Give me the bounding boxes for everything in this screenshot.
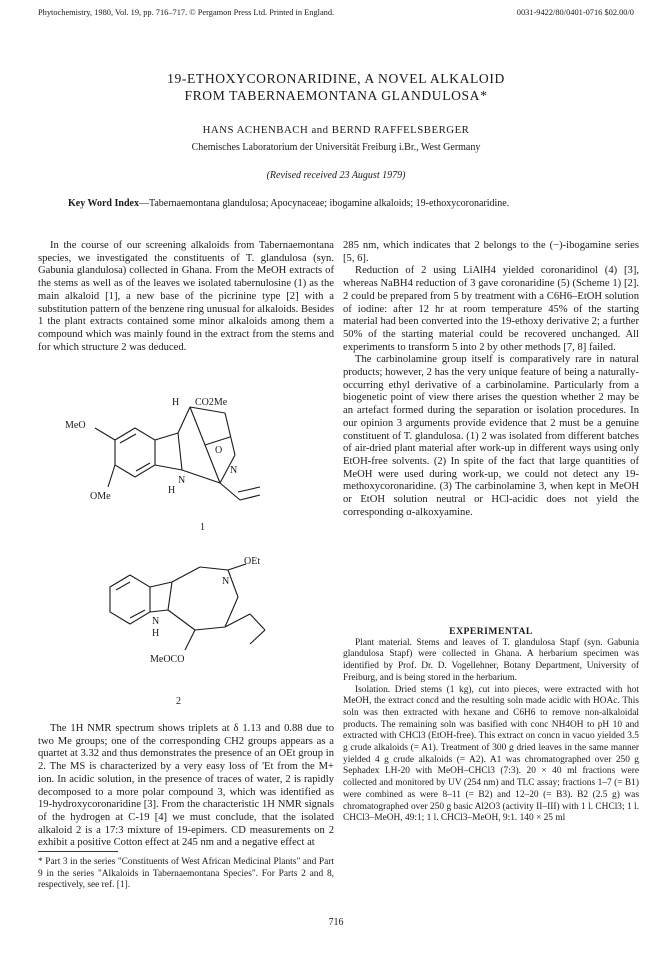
s1-o-label: O (215, 445, 223, 456)
right-paragraph-3: The carbinolamine group itself is comparatively rare in natural products; however, 2 has the very unique feature of being a naturally-occurring ethyl derivative of a carbinolamine. Particularly from a biogenetic point of view there arises the question whether 2 may be an artefact formed during the separation or isolation procedures. In our opinion 3 arguments provide evidence that 2 must be a genuine constituent of T. glandulosa. (1) 2 was isolated from different batches of air-dried plant material after work-up in different ways using only EtOH-free solvents. (2) In spite of the fact that large quantities of MeOH were used during work-up, we could not detect any 19-methoxycoronaridine. (3) The carbinolamine 3, when kept in MeOH or EtOH solution neutral or HCl-acidic does not yield the corresponding α-alkoxyamine. (343, 354, 639, 518)
structure-2-number: 2 (176, 696, 181, 707)
authors: HANS ACHENBACH and BERND RAFFELSBERGER (202, 124, 470, 136)
s2-h-label: H (152, 628, 160, 639)
right-paragraph-2: Reduction of 2 using LiAlH4 yielded coronaridinol (4) [3], whereas NaBH4 reduction of 3 gave coronaridine (5) (Scheme 1) [2]. 2 could be prepared from 5 by treatment with a C6H6–EtOH solution of iodine: after 12 hr at room temperature 45% of the starting material had been converted into the 19-ethoxy derivative 2; a further 50% of the starting material could be recovered unchanged. All experiments to transform 5 into 2 by other methods [7, 8] failed. (343, 265, 639, 353)
s1-n2-label: N (230, 465, 238, 476)
right-column (343, 240, 639, 519)
structure-1-number: 1 (200, 522, 205, 533)
keyword-label: Key Word Index (68, 198, 139, 209)
experimental-section (343, 626, 639, 825)
page-number: 716 (328, 917, 344, 928)
experimental-isolation: Isolation. Dried stems (1 kg), cut into pieces, were extracted with hot MeOH, the extract concd and the resulting soln made acidic with HOAc. This soln was then extracted with hexane and C6H6 to remove non-alkaloidal products. The remaining soln was basified with conc NH4OH to pH 10 and extracted with CHCl3 (EtOH-free). This extract on concn in vacuo yielded 3.5 g crude alkaloids (= A1). Treatment of 300 g dried leaves in the same manner yielded 4 g crude alkaloids (= A2). A1 was chromatographed over 250 g Sephadex LH-20 with MeOH–CHCl3 (7:3). 20 × 40 ml fractions were collected and monitored by UV (254 nm) and TLC assay; fractions 1–7 (= B1) were combined as were 8–11 (= B2) and 12–20 (= B3). B2 (2.5 g) was chromatographed over 250 g basic Al2O3 (activity II–III) with 1 l. CHCl3; 1 l. CHCl3–MeOH, 49:1; 1 l. CHCl3–MeOH, 9:1. 140 × 25 ml (343, 684, 639, 824)
received-date: (Revised received 23 August 1979) (266, 170, 406, 181)
article-code: 0031-9422/80/0401-0716 $02.00/0 (516, 8, 634, 17)
s2-oet-label: OEt (244, 556, 261, 567)
right-paragraph-1: 285 nm, which indicates that 2 belongs to the (−)-ibogamine series [5, 6]. (343, 240, 639, 264)
s1-ome-label: OMe (90, 491, 111, 502)
s2-meoco-label: MeOCO (150, 654, 185, 665)
title-line-2: FROM TABERNAEMONTANA GLANDULOSA* (184, 88, 488, 103)
experimental-plant-material: Plant material. Stems and leaves of T. glandulosa Stapf (syn. Gabunia glandulosa Stapf) were collected in Ghana. A herbarium specimen was identified by Prof. Dr. D. Vogellehner, Botany Department, University of Freiburg, and is being stored in the herbarium. (343, 637, 639, 683)
footnote: * Part 3 in the series "Constituents of West African Medicinal Plants" and Part 9 in the series "Alkaloids in Tabernaemontana Species". For Parts 2 and 8, respectively, see ref. [1]. (38, 857, 334, 891)
s2-n2-label: N (152, 616, 160, 627)
affiliation: Chemisches Laboratorium der Universität Freiburg i.Br., West Germany (191, 142, 481, 153)
left-paragraph-1: In the course of our screening alkaloids from Tabernaemontana species, we investigated the constituents of T. glandulosa (syn. Gabunia glandulosa) collected in Ghana. From the MeOH extracts of the stems as well as of the leaves we isolated tabernulosine (1) as the main alkaloid [1], a new base of the picrinine type [2] with a substitution pattern of the benzene ring unusual for alkaloids. Besides 1 the plant extracts contained some minor alkaloids among them a compound which was mainly found in the extract from the stems and for which structure 2 was deduced. (38, 240, 334, 353)
keyword-index (68, 198, 612, 211)
experimental-heading: EXPERIMENTAL (449, 626, 533, 637)
s1-co2me-label: CO2Me (195, 397, 228, 408)
s1-n1-label: N (178, 475, 186, 486)
journal-citation: Phytochemistry, 1980, Vol. 19, pp. 716–717. © Pergamon Press Ltd. Printed in England. (38, 8, 335, 17)
left-paragraph-2: The 1H NMR spectrum shows triplets at δ 1.13 and 0.88 due to two Me groups; one of the corresponding CH2 groups appears as a quartet at 3.32 and thus demonstrates the presence of an OEt group in 2. The MS is characterized by a very easy loss of 'Et from the M+ ion. In acidic solution, in the presence of traces of water, 2 is rapidly decomposed to a more polar compound 3, which was identified as 19-hydroxycoronaridine [3]. From the characteristic 1H NMR signals of the hydrogen at C-19 [4] we must conclude, that the isolated alkaloid 2 is a 17:3 mixture of 19-epimers. CD measurements on 2 exhibit a positive Cotton effect at 245 nm and a negative effect at (38, 723, 334, 849)
keyword-text: —Tabernaemontana glandulosa; Apocynaceae; ibogamine alkaloids; 19-ethoxycoronaridine. (138, 198, 510, 209)
s1-h2-label: H (168, 485, 176, 496)
structure-2-diagram (60, 552, 310, 682)
article-title (0, 70, 672, 104)
running-header (38, 8, 634, 20)
footnote-rule (38, 851, 118, 852)
benzene-ring-1 (115, 428, 155, 477)
structure-1-diagram (60, 395, 310, 545)
s1-h-label: H (172, 397, 180, 408)
s2-n1-label: N (222, 576, 230, 587)
title-line-1: 19-ETHOXYCORONARIDINE, A NOVEL ALKALOID (167, 71, 505, 86)
s1-meo-label: MeO (65, 420, 86, 431)
